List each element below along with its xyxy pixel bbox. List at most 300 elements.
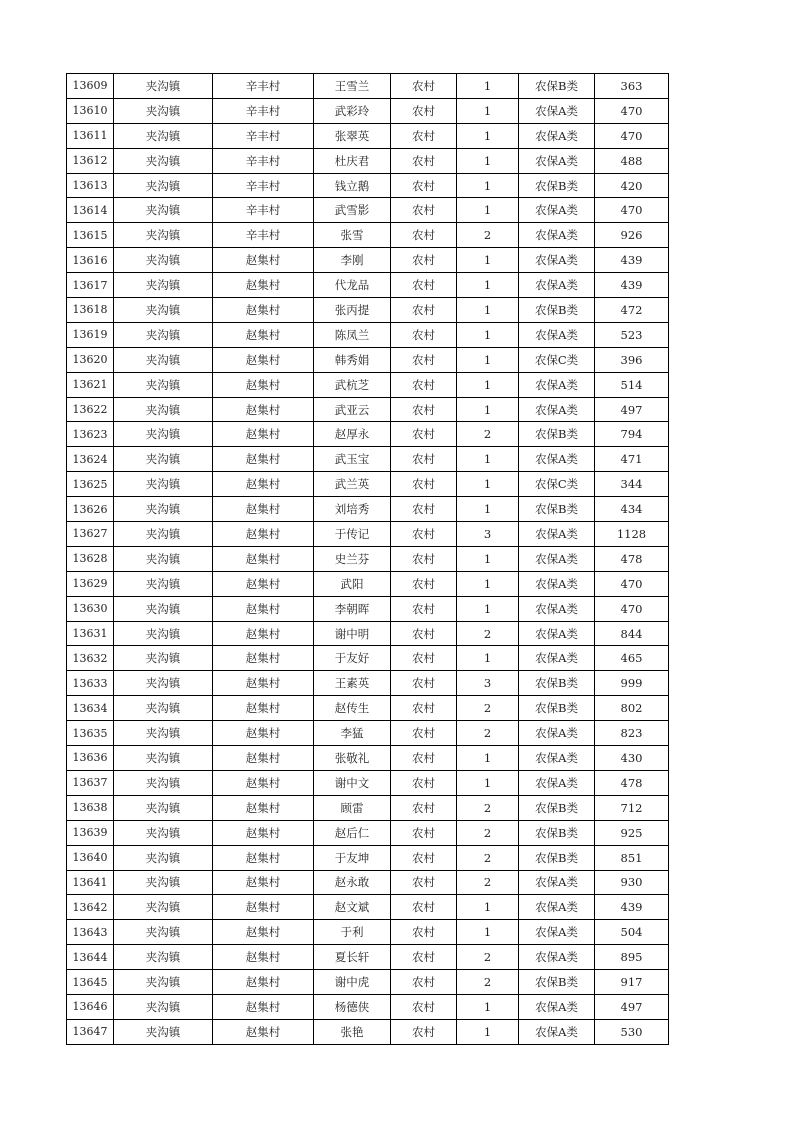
cell-residence-type: 农村 (391, 546, 457, 571)
cell-town: 夹沟镇 (114, 298, 213, 323)
cell-insurance-category: 农保A类 (519, 994, 595, 1019)
cell-household-count: 1 (457, 347, 519, 372)
table-row (67, 497, 669, 522)
table-row (67, 397, 669, 422)
cell-person-name: 赵文斌 (314, 895, 391, 920)
cell-row-id: 13630 (67, 596, 114, 621)
cell-town: 夹沟镇 (114, 347, 213, 372)
cell-person-name: 张敬礼 (314, 746, 391, 771)
table-row (67, 347, 669, 372)
cell-village: 赵集村 (213, 820, 314, 845)
cell-row-id: 13643 (67, 920, 114, 945)
cell-row-id: 13617 (67, 273, 114, 298)
table-row (67, 920, 669, 945)
table-row (67, 248, 669, 273)
cell-amount: 926 (595, 223, 669, 248)
cell-town: 夹沟镇 (114, 571, 213, 596)
cell-insurance-category: 农保B类 (519, 820, 595, 845)
cell-town: 夹沟镇 (114, 522, 213, 547)
cell-town: 夹沟镇 (114, 74, 213, 99)
cell-amount: 844 (595, 621, 669, 646)
cell-residence-type: 农村 (391, 497, 457, 522)
table-row (67, 74, 669, 99)
cell-row-id: 13609 (67, 74, 114, 99)
cell-amount: 478 (595, 770, 669, 795)
cell-insurance-category: 农保A类 (519, 571, 595, 596)
cell-village: 赵集村 (213, 273, 314, 298)
cell-amount: 497 (595, 994, 669, 1019)
cell-village: 赵集村 (213, 347, 314, 372)
cell-person-name: 谢中文 (314, 770, 391, 795)
cell-person-name: 武亚云 (314, 397, 391, 422)
table-row (67, 123, 669, 148)
table-body (67, 74, 669, 1045)
cell-residence-type: 农村 (391, 74, 457, 99)
cell-village: 赵集村 (213, 945, 314, 970)
cell-row-id: 13624 (67, 447, 114, 472)
cell-person-name: 武彩玲 (314, 98, 391, 123)
cell-row-id: 13632 (67, 646, 114, 671)
cell-row-id: 13638 (67, 795, 114, 820)
cell-row-id: 13629 (67, 571, 114, 596)
cell-town: 夹沟镇 (114, 646, 213, 671)
cell-row-id: 13610 (67, 98, 114, 123)
cell-residence-type: 农村 (391, 173, 457, 198)
cell-person-name: 夏长轩 (314, 945, 391, 970)
cell-town: 夹沟镇 (114, 447, 213, 472)
cell-insurance-category: 农保A类 (519, 98, 595, 123)
cell-household-count: 2 (457, 721, 519, 746)
cell-village: 赵集村 (213, 621, 314, 646)
cell-person-name: 武兰英 (314, 472, 391, 497)
cell-row-id: 13626 (67, 497, 114, 522)
cell-town: 夹沟镇 (114, 746, 213, 771)
cell-town: 夹沟镇 (114, 696, 213, 721)
cell-amount: 530 (595, 1019, 669, 1044)
cell-amount: 439 (595, 273, 669, 298)
cell-person-name: 王素英 (314, 671, 391, 696)
cell-person-name: 刘培秀 (314, 497, 391, 522)
cell-town: 夹沟镇 (114, 1019, 213, 1044)
table-row (67, 746, 669, 771)
cell-village: 赵集村 (213, 522, 314, 547)
table-row (67, 845, 669, 870)
table-row (67, 148, 669, 173)
cell-town: 夹沟镇 (114, 970, 213, 995)
cell-town: 夹沟镇 (114, 945, 213, 970)
cell-residence-type: 农村 (391, 895, 457, 920)
table-row (67, 198, 669, 223)
cell-row-id: 13636 (67, 746, 114, 771)
cell-residence-type: 农村 (391, 422, 457, 447)
cell-residence-type: 农村 (391, 746, 457, 771)
cell-row-id: 13641 (67, 870, 114, 895)
cell-amount: 439 (595, 895, 669, 920)
cell-person-name: 史兰芬 (314, 546, 391, 571)
cell-village: 赵集村 (213, 870, 314, 895)
table-row (67, 422, 669, 447)
cell-town: 夹沟镇 (114, 248, 213, 273)
cell-person-name: 武玉宝 (314, 447, 391, 472)
cell-amount: 999 (595, 671, 669, 696)
cell-village: 辛丰村 (213, 223, 314, 248)
cell-amount: 917 (595, 970, 669, 995)
cell-row-id: 13613 (67, 173, 114, 198)
cell-amount: 851 (595, 845, 669, 870)
cell-insurance-category: 农保A类 (519, 123, 595, 148)
cell-village: 辛丰村 (213, 148, 314, 173)
cell-household-count: 2 (457, 820, 519, 845)
cell-town: 夹沟镇 (114, 322, 213, 347)
cell-household-count: 1 (457, 571, 519, 596)
cell-insurance-category: 农保A类 (519, 596, 595, 621)
cell-person-name: 张艳 (314, 1019, 391, 1044)
cell-amount: 470 (595, 571, 669, 596)
cell-town: 夹沟镇 (114, 671, 213, 696)
cell-town: 夹沟镇 (114, 123, 213, 148)
cell-row-id: 13612 (67, 148, 114, 173)
cell-insurance-category: 农保A类 (519, 248, 595, 273)
cell-person-name: 赵传生 (314, 696, 391, 721)
cell-person-name: 武阳 (314, 571, 391, 596)
cell-row-id: 13631 (67, 621, 114, 646)
table-row (67, 646, 669, 671)
cell-residence-type: 农村 (391, 347, 457, 372)
table-row (67, 671, 669, 696)
cell-residence-type: 农村 (391, 98, 457, 123)
cell-person-name: 武雪影 (314, 198, 391, 223)
table-row (67, 770, 669, 795)
cell-household-count: 1 (457, 248, 519, 273)
table-row (67, 870, 669, 895)
cell-amount: 344 (595, 472, 669, 497)
cell-household-count: 2 (457, 945, 519, 970)
cell-amount: 823 (595, 721, 669, 746)
cell-row-id: 13622 (67, 397, 114, 422)
cell-village: 赵集村 (213, 571, 314, 596)
cell-household-count: 2 (457, 223, 519, 248)
cell-household-count: 3 (457, 671, 519, 696)
cell-insurance-category: 农保A类 (519, 322, 595, 347)
cell-insurance-category: 农保B类 (519, 74, 595, 99)
cell-village: 赵集村 (213, 497, 314, 522)
cell-household-count: 1 (457, 273, 519, 298)
cell-town: 夹沟镇 (114, 820, 213, 845)
cell-residence-type: 农村 (391, 994, 457, 1019)
cell-insurance-category: 农保A类 (519, 447, 595, 472)
cell-person-name: 杜庆君 (314, 148, 391, 173)
cell-town: 夹沟镇 (114, 870, 213, 895)
cell-household-count: 2 (457, 621, 519, 646)
cell-town: 夹沟镇 (114, 372, 213, 397)
cell-insurance-category: 农保B类 (519, 298, 595, 323)
cell-residence-type: 农村 (391, 123, 457, 148)
cell-village: 辛丰村 (213, 74, 314, 99)
cell-residence-type: 农村 (391, 397, 457, 422)
cell-residence-type: 农村 (391, 870, 457, 895)
cell-town: 夹沟镇 (114, 472, 213, 497)
cell-town: 夹沟镇 (114, 223, 213, 248)
cell-amount: 925 (595, 820, 669, 845)
cell-household-count: 2 (457, 870, 519, 895)
cell-row-id: 13644 (67, 945, 114, 970)
cell-residence-type: 农村 (391, 223, 457, 248)
cell-household-count: 1 (457, 546, 519, 571)
cell-person-name: 李刚 (314, 248, 391, 273)
table-row (67, 571, 669, 596)
cell-residence-type: 农村 (391, 920, 457, 945)
cell-amount: 895 (595, 945, 669, 970)
cell-insurance-category: 农保A类 (519, 895, 595, 920)
cell-village: 赵集村 (213, 746, 314, 771)
cell-household-count: 1 (457, 994, 519, 1019)
cell-residence-type: 农村 (391, 671, 457, 696)
table-row (67, 994, 669, 1019)
cell-insurance-category: 农保B类 (519, 795, 595, 820)
cell-person-name: 王雪兰 (314, 74, 391, 99)
cell-row-id: 13620 (67, 347, 114, 372)
cell-row-id: 13627 (67, 522, 114, 547)
cell-amount: 472 (595, 298, 669, 323)
cell-person-name: 于传记 (314, 522, 391, 547)
cell-town: 夹沟镇 (114, 621, 213, 646)
table-row (67, 596, 669, 621)
cell-household-count: 2 (457, 696, 519, 721)
cell-insurance-category: 农保A类 (519, 372, 595, 397)
cell-village: 辛丰村 (213, 198, 314, 223)
cell-household-count: 1 (457, 198, 519, 223)
cell-person-name: 张雪 (314, 223, 391, 248)
cell-row-id: 13611 (67, 123, 114, 148)
cell-row-id: 13628 (67, 546, 114, 571)
cell-town: 夹沟镇 (114, 422, 213, 447)
cell-town: 夹沟镇 (114, 895, 213, 920)
table-row (67, 273, 669, 298)
cell-insurance-category: 农保A类 (519, 148, 595, 173)
cell-town: 夹沟镇 (114, 497, 213, 522)
table-row (67, 621, 669, 646)
cell-insurance-category: 农保A类 (519, 721, 595, 746)
cell-residence-type: 农村 (391, 372, 457, 397)
cell-person-name: 代龙品 (314, 273, 391, 298)
cell-household-count: 1 (457, 596, 519, 621)
cell-village: 赵集村 (213, 322, 314, 347)
table-row (67, 945, 669, 970)
cell-residence-type: 农村 (391, 795, 457, 820)
cell-person-name: 韩秀娟 (314, 347, 391, 372)
cell-village: 辛丰村 (213, 173, 314, 198)
cell-insurance-category: 农保A类 (519, 621, 595, 646)
cell-row-id: 13639 (67, 820, 114, 845)
table-row (67, 223, 669, 248)
cell-village: 辛丰村 (213, 98, 314, 123)
table-row (67, 795, 669, 820)
table-row (67, 820, 669, 845)
table-row (67, 1019, 669, 1044)
cell-household-count: 1 (457, 74, 519, 99)
cell-person-name: 杨德侠 (314, 994, 391, 1019)
cell-village: 赵集村 (213, 372, 314, 397)
cell-person-name: 张丙提 (314, 298, 391, 323)
cell-household-count: 1 (457, 920, 519, 945)
cell-household-count: 1 (457, 746, 519, 771)
cell-town: 夹沟镇 (114, 546, 213, 571)
cell-amount: 488 (595, 148, 669, 173)
cell-amount: 465 (595, 646, 669, 671)
cell-row-id: 13621 (67, 372, 114, 397)
table-row (67, 895, 669, 920)
table-row (67, 322, 669, 347)
cell-row-id: 13634 (67, 696, 114, 721)
cell-town: 夹沟镇 (114, 98, 213, 123)
cell-town: 夹沟镇 (114, 148, 213, 173)
cell-amount: 712 (595, 795, 669, 820)
cell-person-name: 钱立鹅 (314, 173, 391, 198)
cell-amount: 1128 (595, 522, 669, 547)
cell-household-count: 1 (457, 472, 519, 497)
cell-row-id: 13640 (67, 845, 114, 870)
cell-household-count: 1 (457, 372, 519, 397)
cell-household-count: 1 (457, 173, 519, 198)
cell-row-id: 13633 (67, 671, 114, 696)
cell-amount: 363 (595, 74, 669, 99)
cell-village: 赵集村 (213, 248, 314, 273)
table-row (67, 447, 669, 472)
cell-person-name: 李猛 (314, 721, 391, 746)
cell-village: 赵集村 (213, 596, 314, 621)
cell-person-name: 谢中虎 (314, 970, 391, 995)
table-row (67, 472, 669, 497)
cell-amount: 470 (595, 98, 669, 123)
cell-village: 赵集村 (213, 646, 314, 671)
cell-amount: 420 (595, 173, 669, 198)
cell-residence-type: 农村 (391, 298, 457, 323)
cell-insurance-category: 农保B类 (519, 671, 595, 696)
cell-insurance-category: 农保A类 (519, 273, 595, 298)
cell-amount: 470 (595, 123, 669, 148)
cell-row-id: 13614 (67, 198, 114, 223)
cell-amount: 794 (595, 422, 669, 447)
cell-person-name: 张翠英 (314, 123, 391, 148)
cell-residence-type: 农村 (391, 770, 457, 795)
cell-insurance-category: 农保A类 (519, 746, 595, 771)
cell-town: 夹沟镇 (114, 721, 213, 746)
cell-insurance-category: 农保B类 (519, 173, 595, 198)
cell-person-name: 武杭芝 (314, 372, 391, 397)
cell-residence-type: 农村 (391, 721, 457, 746)
cell-person-name: 赵永敢 (314, 870, 391, 895)
cell-insurance-category: 农保A类 (519, 198, 595, 223)
cell-insurance-category: 农保B类 (519, 497, 595, 522)
cell-insurance-category: 农保A类 (519, 646, 595, 671)
cell-amount: 470 (595, 596, 669, 621)
cell-residence-type: 农村 (391, 1019, 457, 1044)
cell-row-id: 13647 (67, 1019, 114, 1044)
cell-row-id: 13635 (67, 721, 114, 746)
table-row (67, 173, 669, 198)
cell-row-id: 13618 (67, 298, 114, 323)
cell-amount: 471 (595, 447, 669, 472)
cell-residence-type: 农村 (391, 970, 457, 995)
cell-person-name: 于友坤 (314, 845, 391, 870)
cell-insurance-category: 农保A类 (519, 397, 595, 422)
cell-amount: 523 (595, 322, 669, 347)
cell-residence-type: 农村 (391, 571, 457, 596)
cell-town: 夹沟镇 (114, 770, 213, 795)
cell-household-count: 3 (457, 522, 519, 547)
cell-household-count: 2 (457, 422, 519, 447)
cell-row-id: 13623 (67, 422, 114, 447)
cell-household-count: 2 (457, 970, 519, 995)
cell-row-id: 13615 (67, 223, 114, 248)
cell-village: 赵集村 (213, 1019, 314, 1044)
cell-amount: 439 (595, 248, 669, 273)
cell-household-count: 1 (457, 770, 519, 795)
cell-person-name: 于利 (314, 920, 391, 945)
cell-row-id: 13646 (67, 994, 114, 1019)
cell-town: 夹沟镇 (114, 397, 213, 422)
cell-person-name: 李朝晖 (314, 596, 391, 621)
cell-town: 夹沟镇 (114, 795, 213, 820)
cell-household-count: 1 (457, 397, 519, 422)
cell-household-count: 1 (457, 1019, 519, 1044)
cell-village: 赵集村 (213, 770, 314, 795)
cell-household-count: 1 (457, 148, 519, 173)
cell-village: 赵集村 (213, 298, 314, 323)
cell-town: 夹沟镇 (114, 920, 213, 945)
cell-residence-type: 农村 (391, 820, 457, 845)
cell-row-id: 13637 (67, 770, 114, 795)
cell-insurance-category: 农保A类 (519, 945, 595, 970)
cell-insurance-category: 农保B类 (519, 845, 595, 870)
cell-amount: 802 (595, 696, 669, 721)
cell-household-count: 1 (457, 895, 519, 920)
cell-amount: 497 (595, 397, 669, 422)
cell-household-count: 1 (457, 298, 519, 323)
cell-household-count: 1 (457, 646, 519, 671)
cell-amount: 478 (595, 546, 669, 571)
cell-amount: 430 (595, 746, 669, 771)
cell-insurance-category: 农保A类 (519, 546, 595, 571)
cell-residence-type: 农村 (391, 148, 457, 173)
cell-village: 赵集村 (213, 696, 314, 721)
cell-person-name: 谢中明 (314, 621, 391, 646)
cell-amount: 434 (595, 497, 669, 522)
cell-village: 赵集村 (213, 845, 314, 870)
cell-residence-type: 农村 (391, 273, 457, 298)
cell-residence-type: 农村 (391, 646, 457, 671)
cell-village: 赵集村 (213, 920, 314, 945)
cell-residence-type: 农村 (391, 696, 457, 721)
cell-village: 赵集村 (213, 397, 314, 422)
cell-insurance-category: 农保A类 (519, 522, 595, 547)
cell-amount: 930 (595, 870, 669, 895)
cell-town: 夹沟镇 (114, 198, 213, 223)
cell-residence-type: 农村 (391, 198, 457, 223)
cell-residence-type: 农村 (391, 447, 457, 472)
cell-village: 赵集村 (213, 472, 314, 497)
cell-row-id: 13645 (67, 970, 114, 995)
cell-household-count: 2 (457, 795, 519, 820)
cell-insurance-category: 农保A类 (519, 870, 595, 895)
cell-insurance-category: 农保C类 (519, 472, 595, 497)
cell-residence-type: 农村 (391, 945, 457, 970)
beneficiary-table (66, 73, 669, 1045)
cell-row-id: 13625 (67, 472, 114, 497)
cell-household-count: 1 (457, 447, 519, 472)
cell-residence-type: 农村 (391, 522, 457, 547)
cell-insurance-category: 农保A类 (519, 920, 595, 945)
